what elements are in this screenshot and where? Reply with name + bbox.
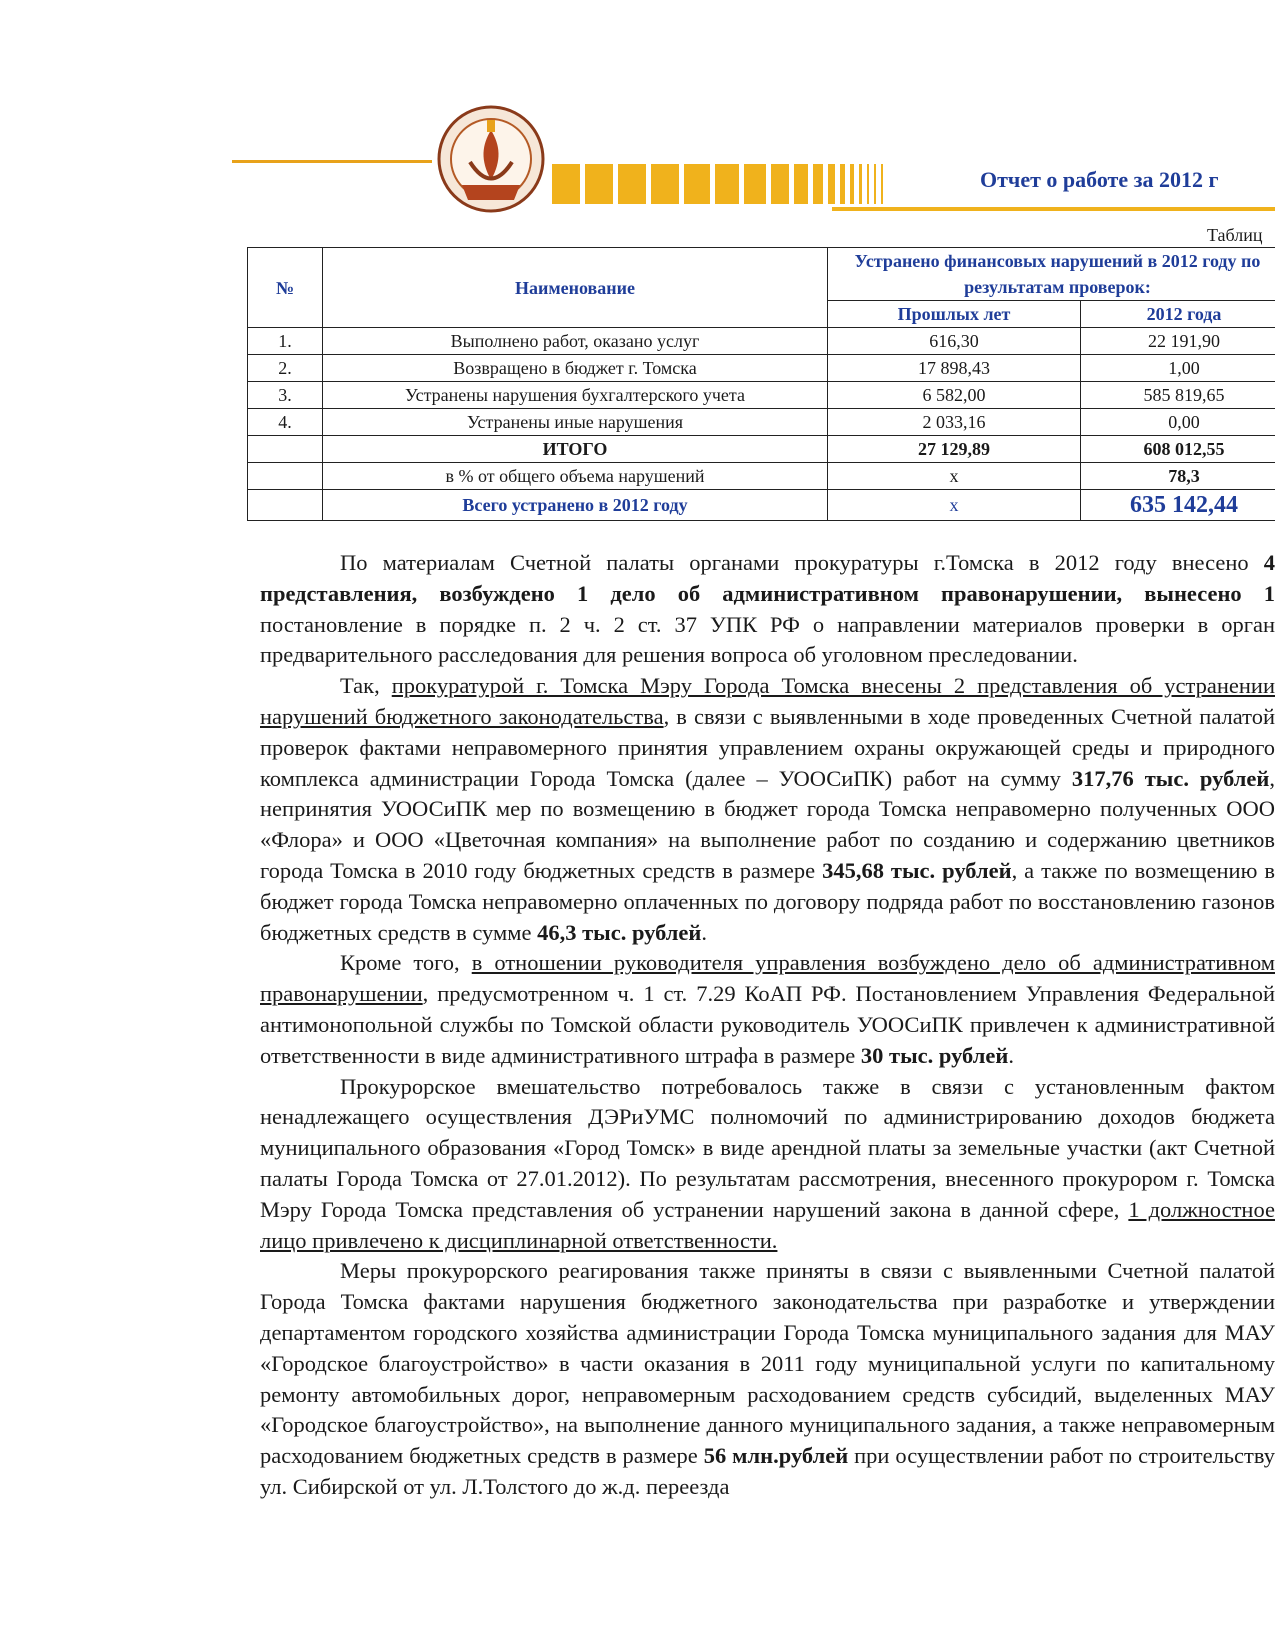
header-line-left [232, 160, 432, 163]
report-body-text [260, 548, 1275, 1503]
table-row [248, 409, 1275, 436]
row-prev: 17 898,43 [828, 355, 1081, 382]
row-name: Выполнено работ, оказано услуг [323, 328, 828, 355]
total-prev: 27 129,89 [828, 436, 1081, 463]
row-name: Возвращено в бюджет г. Томска [323, 355, 828, 382]
percent-curr: 78,3 [1081, 463, 1275, 490]
table-row [248, 328, 1275, 355]
header-line-right [832, 207, 1275, 211]
grand-total-prev: х [828, 490, 1081, 521]
row-name: Устранены иные нарушения [323, 409, 828, 436]
row-num: 4. [248, 409, 323, 436]
row-num: 1. [248, 328, 323, 355]
table-row [248, 382, 1275, 409]
table-caption: Таблиц [1207, 225, 1263, 245]
col-header-group: Устранено финансовых нарушений в 2012 году по результатам проверок: [828, 248, 1275, 301]
report-title: Отчет о работе за 2012 г [980, 167, 1219, 192]
row-prev: 616,30 [828, 328, 1081, 355]
paragraph-administrative-case: Кроме того, в отношении руководителя управления возбуждено дело об административном правонарушении, предусмотренном ч. 1 ст. 7.29 КоАП РФ. Постановлением Управления Федеральной антимонопольной службы по Томской области руководитель УООСиПК привлечен к административной ответственности в виде административного штрафа в размере 30 тыс. рублей. [260, 950, 1275, 1068]
paragraph-representations: Так, прокуратурой г. Томска Мэру Города Томска внесены 2 представления об устранении нарушений бюджетного законодательства, в связи с выявленными в ходе проведенных Счетной палатой проверок фактами неправомерного принятия управлением охраны окружающей среды и природного комплекса администрации Города Томска (далее – УООСиПК) работ на сумму 317,76 тыс. рублей, непринятия УООСиПК мер по возмещению в бюджет города Томска неправомерно полученных ООО «Флора» и ООО «Цветочная компания» на выполнение работ по созданию и содержанию цветников города Томска в 2010 году бюджетных средств в размере 345,68 тыс. рублей, а также по возмещению в бюджет города Томска неправомерно оплаченных по договору подряда работ по восстановлению газонов бюджетных средств в сумме 46,3 тыс. рублей. [260, 673, 1275, 945]
grand-total-label: Всего устранено в 2012 году [323, 490, 828, 521]
row-prev: 6 582,00 [828, 382, 1081, 409]
col-header-prev-years: Прошлых лет [828, 301, 1081, 328]
row-curr: 585 819,65 [1081, 382, 1275, 409]
chamber-emblem-logo [432, 100, 550, 218]
percent-num-empty [248, 463, 323, 490]
col-header-num: № [248, 248, 323, 328]
col-header-2012: 2012 года [1081, 301, 1275, 328]
row-num: 3. [248, 382, 323, 409]
grand-total-curr: 635 142,44 [1081, 490, 1275, 521]
paragraph-prosecution-materials: По материалам Счетной палаты органами прокуратуры г.Томска в 2012 году внесено 4 представления, возбуждено 1 дело об административном правонарушении, вынесено 1 постановление в порядке п. 2 ч. 2 ст. 37 УПК РФ о направлении материалов проверки в орган предварительного расследования для решения вопроса об уголовном преследовании. [260, 550, 1275, 668]
total-curr: 608 012,55 [1081, 436, 1275, 463]
row-curr: 1,00 [1081, 355, 1275, 382]
table-header-row [248, 248, 1275, 301]
table-row [248, 355, 1275, 382]
row-curr: 0,00 [1081, 409, 1275, 436]
paragraph-prosecutor-intervention: Прокурорское вмешательство потребовалось также в связи с установленным фактом ненадлежащего осуществления ДЭРиУМС полномочий по администрированию доходов бюджета муниципального образования «Город Томск» в виде арендной платы за земельные участки (акт Счетной палаты Города Томска от 27.01.2012). По результатам рассмотрения, внесенного прокурором г. Томска Мэру Города Томска представления об устранении нарушений закона в данной сфере, 1 должностное лицо привлечено к дисциплинарной ответственности. [260, 1073, 1275, 1253]
row-name: Устранены нарушения бухгалтерского учета [323, 382, 828, 409]
grand-total-row [248, 490, 1275, 521]
total-row [248, 436, 1275, 463]
financial-violations-table [247, 247, 1275, 521]
paragraph-response-measures: Меры прокурорского реагирования также приняты в связи с выявленными Счетной палатой Города Томска фактами нарушения бюджетного законодательства при разработке и утверждении департаментом городского хозяйства администрации Города Томска муниципального задания для МАУ «Городское благоустройство» в части оказания в 2011 году муниципальной услуги по капитальному ремонту автомобильных дорог, неправомерным расходованием средств субсидий, выделенных МАУ «Городское благоустройство», на выполнение данного муниципального задания, а также неправомерным расходованием бюджетных средств в размере 56 млн.рублей при осуществлении работ по строительству ул. Сибирской от ул. Л.Толстого до ж.д. переезда [260, 1258, 1275, 1499]
row-curr: 22 191,90 [1081, 328, 1275, 355]
total-label: ИТОГО [323, 436, 828, 463]
row-prev: 2 033,16 [828, 409, 1081, 436]
total-num-empty [248, 436, 323, 463]
grand-num-empty [248, 490, 323, 521]
percent-prev: х [828, 463, 1081, 490]
percent-row [248, 463, 1275, 490]
header-stripes [552, 164, 888, 204]
row-num: 2. [248, 355, 323, 382]
percent-label: в % от общего объема нарушений [323, 463, 828, 490]
col-header-name: Наименование [323, 248, 828, 328]
